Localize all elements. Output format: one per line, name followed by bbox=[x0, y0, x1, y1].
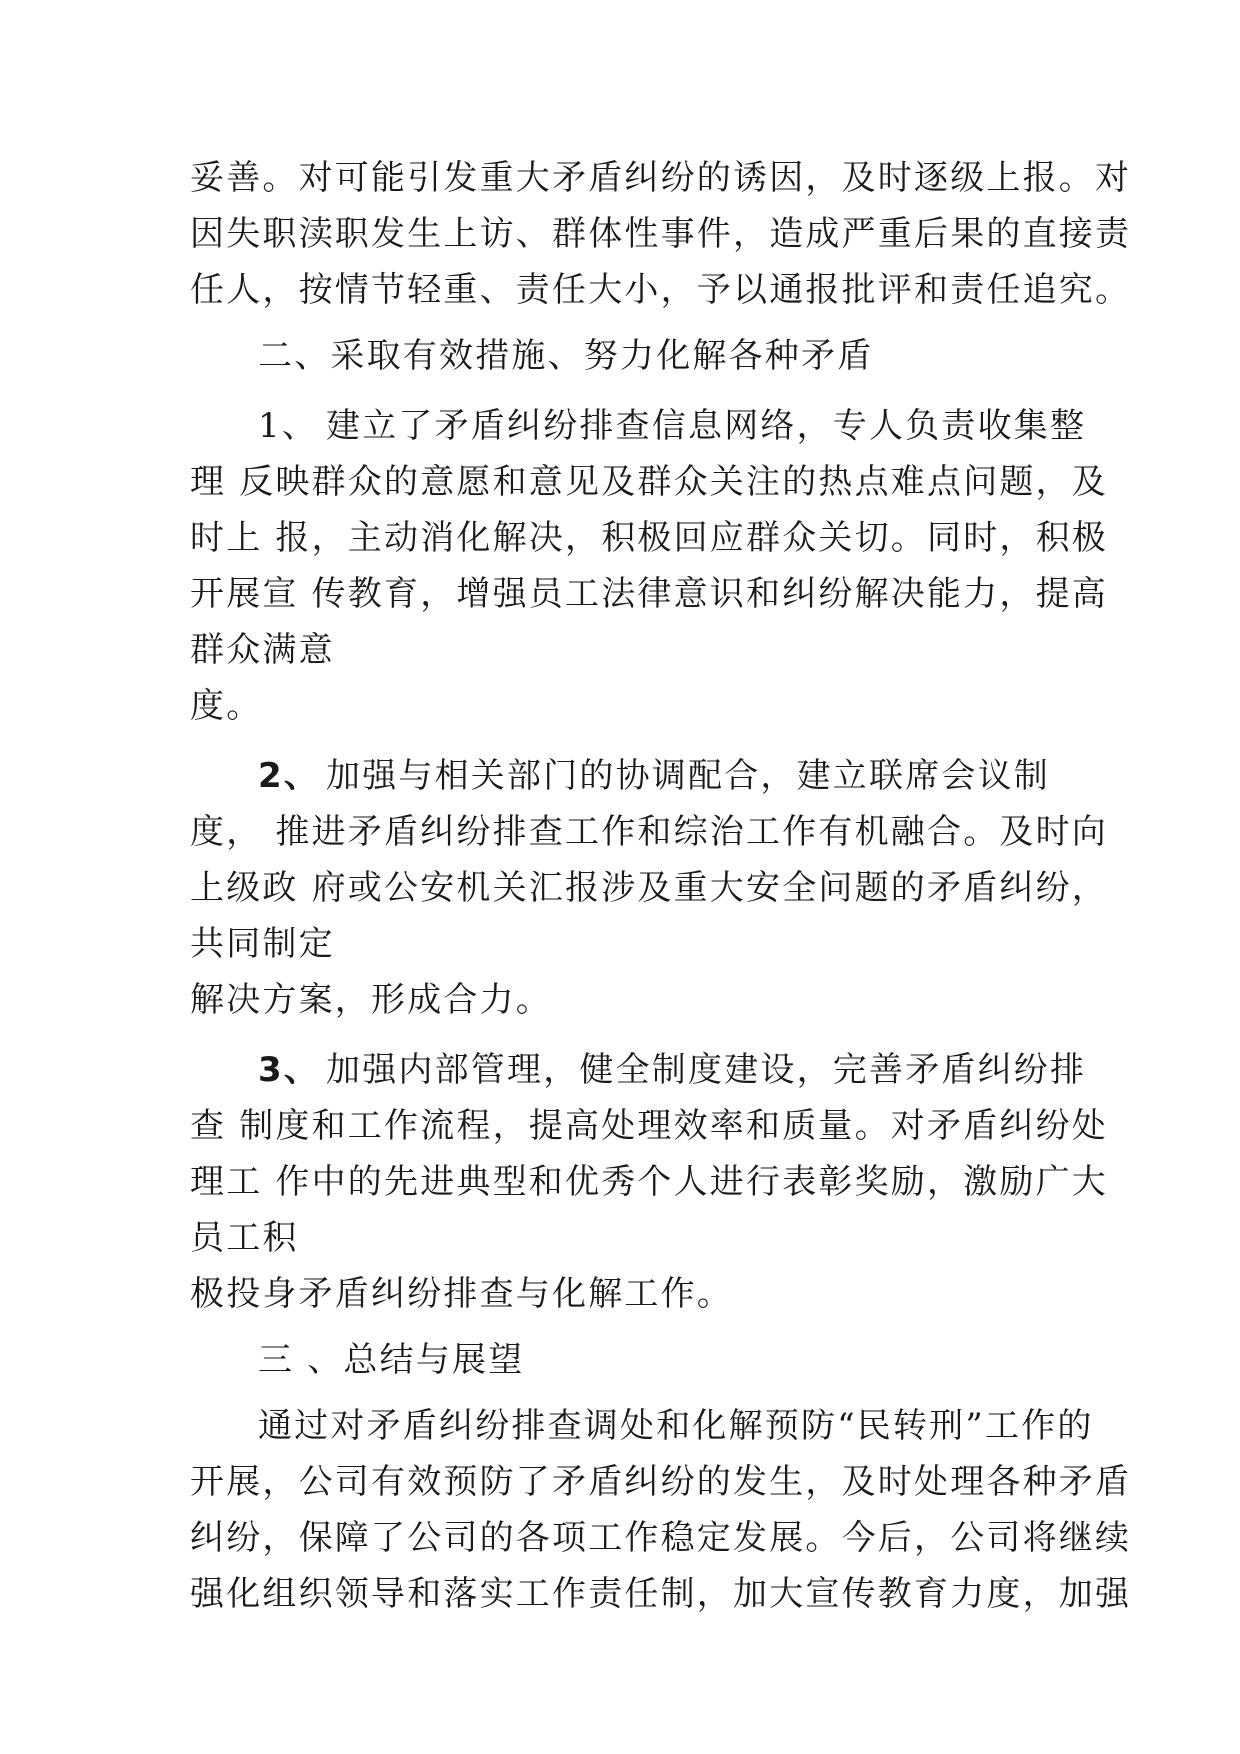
summary-line-3: 纠纷，保障了公司的各项工作稳定发展。今后，公司将继续 bbox=[190, 1518, 1132, 1558]
item-3-line-4: 员工积 bbox=[190, 1218, 299, 1258]
item-1-line-1: 建立了矛盾纠纷排查信息网络，专人负责收集整 bbox=[326, 406, 1087, 446]
item-2-line-3: 上级政 府或公安机关汇报涉及重大安全问题的矛盾纠纷， bbox=[190, 868, 1109, 908]
item-3-line-5: 极投身矛盾纠纷排查与化解工作。 bbox=[190, 1274, 733, 1314]
item-2-line-5: 解决方案，形成合力。 bbox=[190, 980, 552, 1020]
section-2-heading: 二、采取有效措施、努力化解各种矛盾 bbox=[258, 336, 874, 376]
item-3-line-1: 加强内部管理，健全制度建设，完善矛盾纠纷排 bbox=[326, 1050, 1087, 1090]
intro-line-2: 因失职渎职发生上访、群体性事件，造成严重后果的直接责 bbox=[190, 214, 1132, 254]
section-3-heading: 三 、总结与展望 bbox=[258, 1340, 525, 1380]
item-2-line-1: 加强与相关部门的协调配合，建立联席会议制 bbox=[326, 756, 1050, 796]
summary-line-4: 强化组织领导和落实工作责任制，加大宣传教育力度，加强 bbox=[190, 1574, 1132, 1614]
item-1-line-4: 开展宣 传教育，增强员工法律意识和纠纷解决能力，提高 bbox=[190, 574, 1109, 614]
item-1-line-5: 群众满意 bbox=[190, 630, 335, 670]
item-1-line-3: 时上 报，主动消化解决，积极回应群众关切。同时，积极 bbox=[190, 518, 1109, 558]
item-1-line-6: 度。 bbox=[190, 686, 263, 726]
item-2-line-2: 度， 推进矛盾纠纷排查工作和综治工作有机融合。及时向 bbox=[190, 812, 1109, 852]
item-2-line-4: 共同制定 bbox=[190, 924, 335, 964]
summary-line-2: 开展，公司有效预防了矛盾纠纷的发生，及时处理各种矛盾 bbox=[190, 1462, 1132, 1502]
summary-line-1: 通过对矛盾纠纷排查调处和化解预防“民转刑”工作的 bbox=[258, 1406, 1094, 1446]
item-1-number: 1、 bbox=[258, 406, 319, 446]
item-3-line-3: 理工 作中的先进典型和优秀个人进行表彰奖励，激励广大 bbox=[190, 1162, 1109, 1202]
intro-line-1: 妥善。对可能引发重大矛盾纠纷的诱因，及时逐级上报。对 bbox=[190, 158, 1132, 198]
item-2-number: 2、 bbox=[258, 756, 321, 796]
intro-line-3: 任人，按情节轻重、责任大小，予以通报批评和责任追究。 bbox=[190, 270, 1132, 310]
item-3-number: 3、 bbox=[258, 1050, 321, 1090]
item-3-line-2: 查 制度和工作流程，提高处理效率和质量。对矛盾纠纷处 bbox=[190, 1106, 1109, 1146]
item-1-line-2: 理 反映群众的意愿和意见及群众关注的热点难点问题，及 bbox=[190, 462, 1109, 502]
